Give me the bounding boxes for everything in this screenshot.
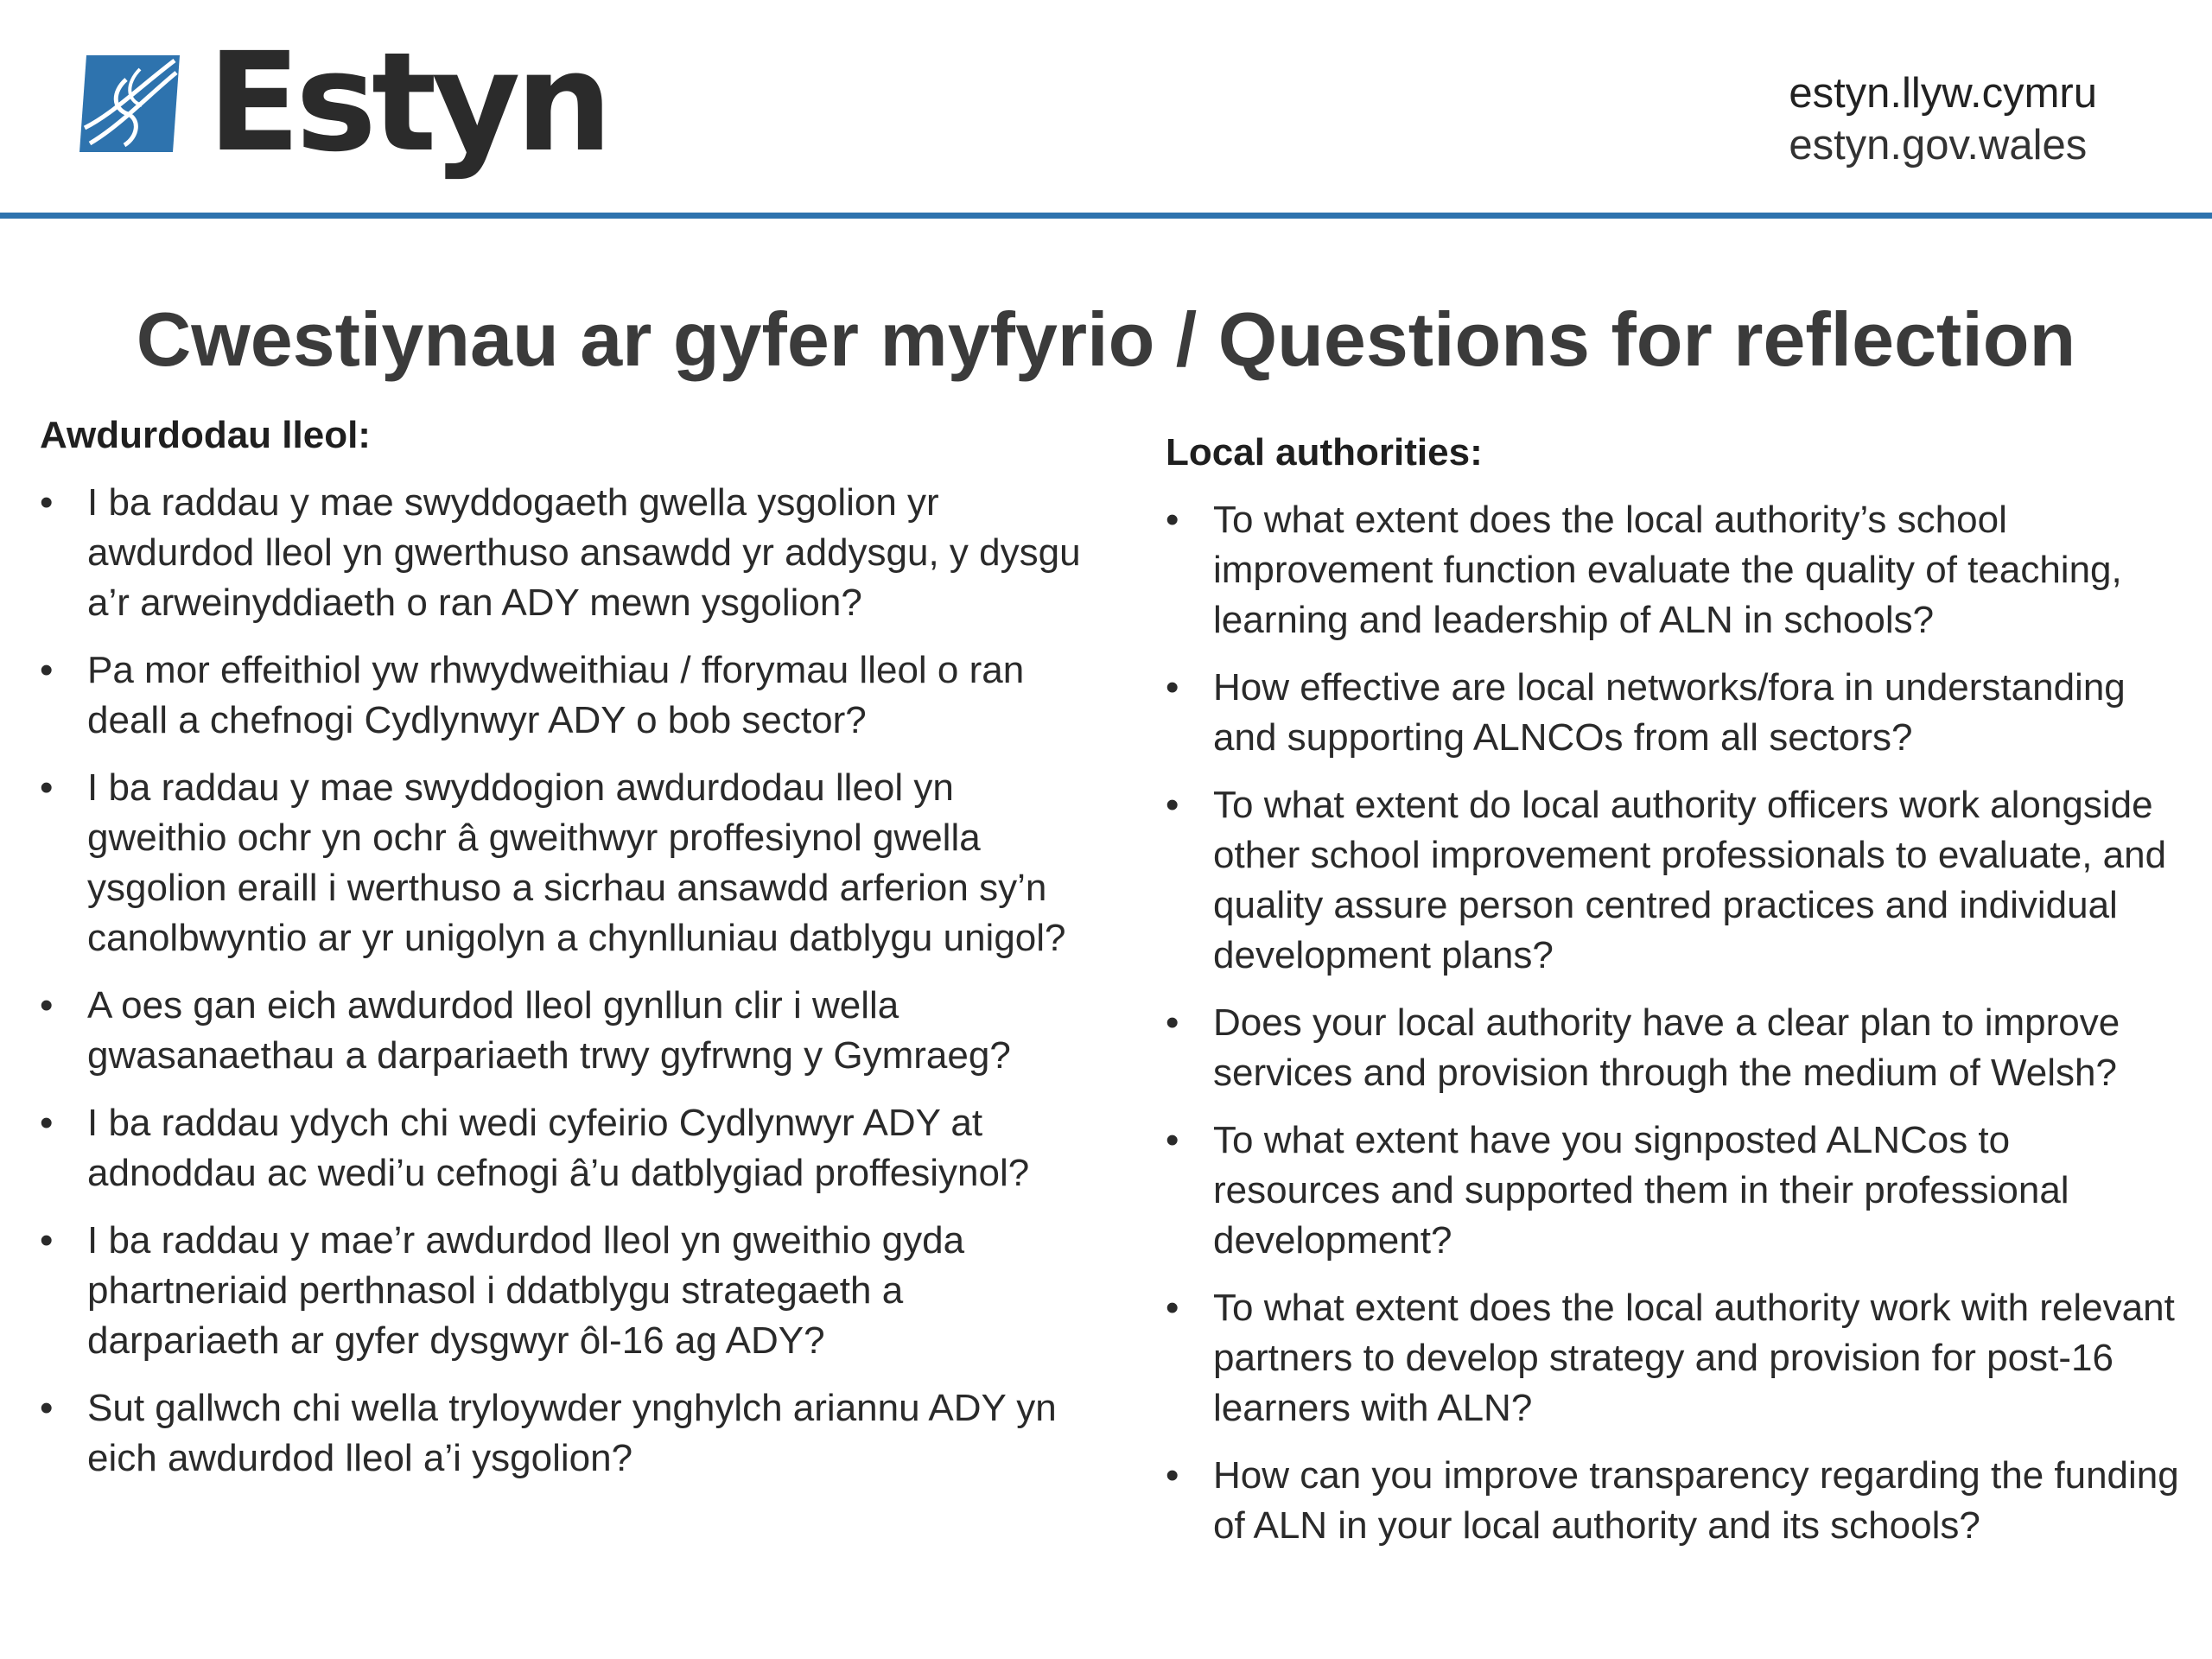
- welsh-question-text: Pa mor effeithiol yw rhwydweithiau / fforymau lleol o ran deall a chefnogi Cydlynwyr ADY o bob sector?: [87, 649, 1025, 741]
- welsh-question: [40, 981, 1103, 1081]
- welsh-question: [40, 1098, 1103, 1198]
- english-question-text: How effective are local networks/fora in understanding and supporting ALNCOs from all sectors?: [1213, 666, 2126, 759]
- url-welsh: estyn.llyw.cymru: [1789, 70, 2097, 117]
- welsh-column: [40, 410, 1103, 1501]
- bullet-icon: •: [40, 1387, 54, 1429]
- english-column: [1166, 428, 2185, 1568]
- website-urls: [1789, 67, 2097, 171]
- english-question: [1166, 998, 2185, 1098]
- english-question: [1166, 495, 2185, 645]
- bullet-icon: •: [40, 1219, 54, 1262]
- english-question-list: [1166, 495, 2185, 1551]
- welsh-question: [40, 763, 1103, 963]
- welsh-question-text: I ba raddau y mae’r awdurdod lleol yn gweithio gyda phartneriaid perthnasol i ddatblygu strategaeth a darpariaeth ar gyfer dysgwyr ôl-16 ag ADY?: [87, 1219, 965, 1362]
- english-question-text: To what extent do local authority officers work alongside other school improvement professionals to evaluate, and quality assure person centred practices and individual development plans?: [1213, 784, 2167, 976]
- english-question: [1166, 1283, 2185, 1433]
- bullet-icon: •: [1166, 499, 1179, 541]
- welsh-question-text: I ba raddau y mae swyddogaeth gwella ysgolion yr awdurdod lleol yn gwerthuso ansawdd yr addysgu, y dysgu a’r arweinyddiaeth o ran ADY mewn ysgolion?: [87, 481, 1081, 624]
- english-question-text: To what extent does the local authority’s school improvement function evaluate the quality of teaching, learning and leadership of ALN in schools?: [1213, 499, 2122, 641]
- bullet-icon: •: [40, 766, 54, 809]
- english-question: [1166, 1451, 2185, 1551]
- welsh-question-text: I ba raddau ydych chi wedi cyfeirio Cydlynwyr ADY at adnoddau ac wedi’u cefnogi â’u datblygiad proffesiynol?: [87, 1102, 1030, 1194]
- english-question: [1166, 1116, 2185, 1266]
- welsh-question: [40, 1216, 1103, 1366]
- brand-name: Estyn: [207, 23, 607, 182]
- bullet-icon: •: [1166, 666, 1179, 709]
- english-question: [1166, 780, 2185, 981]
- bullet-icon: •: [1166, 784, 1179, 826]
- welsh-question: [40, 478, 1103, 628]
- bullet-icon: •: [40, 481, 54, 524]
- estyn-logo-icon: [78, 54, 181, 154]
- english-question-text: To what extent have you signposted ALNCos to resources and supported them in their professional development?: [1213, 1119, 2069, 1262]
- welsh-question-text: I ba raddau y mae swyddogion awdurdodau lleol yn gweithio ochr yn ochr â gweithwyr proffesiynol gwella ysgolion eraill i werthuso a sicrhau ansawdd arferion sy’n canolbwyntio ar yr unigolyn a chynlluniau datblygu unigol?: [87, 766, 1066, 959]
- bullet-icon: •: [1166, 1287, 1179, 1329]
- header-divider: [0, 213, 2212, 219]
- page-title: Cwestiynau ar gyfer myfyrio / Questions for reflection: [136, 296, 2076, 382]
- url-english: estyn.gov.wales: [1789, 122, 2088, 168]
- welsh-question-list: [40, 478, 1103, 1484]
- welsh-heading: Awdurdodau lleol:: [40, 414, 371, 456]
- bullet-icon: •: [40, 1102, 54, 1144]
- bullet-icon: •: [1166, 1454, 1179, 1497]
- bullet-icon: •: [1166, 1119, 1179, 1161]
- welsh-question: [40, 645, 1103, 746]
- english-heading: Local authorities:: [1166, 431, 1483, 474]
- english-question-text: To what extent does the local authority work with relevant partners to develop strategy and provision for post-16 learners with ALN?: [1213, 1287, 2175, 1429]
- bullet-icon: •: [1166, 1001, 1179, 1044]
- welsh-question-text: Sut gallwch chi wella tryloywder ynghylch ariannu ADY yn eich awdurdod lleol a’i ysgolion?: [87, 1387, 1057, 1479]
- english-question-text: How can you improve transparency regarding the funding of ALN in your local authority and its schools?: [1213, 1454, 2179, 1547]
- welsh-question: [40, 1383, 1103, 1484]
- welsh-question-text: A oes gan eich awdurdod lleol gynllun clir i wella gwasanaethau a darpariaeth trwy gyfrwng y Gymraeg?: [87, 984, 1011, 1077]
- english-question-text: Does your local authority have a clear plan to improve services and provision through the medium of Welsh?: [1213, 1001, 2120, 1094]
- english-question: [1166, 663, 2185, 763]
- bullet-icon: •: [40, 649, 54, 691]
- bullet-icon: •: [40, 984, 54, 1027]
